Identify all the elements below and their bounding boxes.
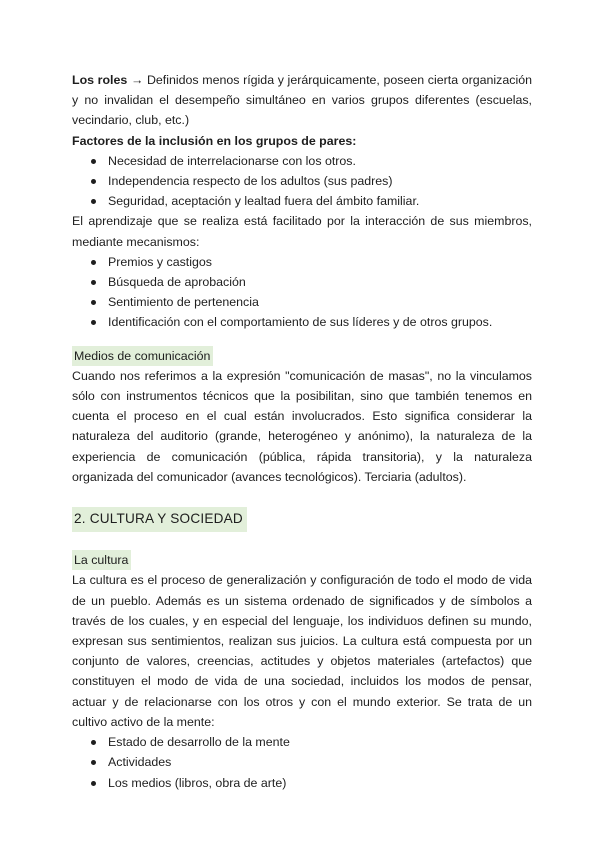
roles-text: Definidos menos rígida y jerárquicamente, poseen cierta organización y no invalidan el desempeño simultáneo en varios grupos diferentes (escuelas, vecindario, club, etc.) <box>72 73 532 128</box>
list-item: Actividades <box>72 752 532 772</box>
factores-heading: Factores de la inclusión en los grupos de pares: <box>72 133 357 148</box>
list-item: Independencia respecto de los adultos (sus padres) <box>72 171 532 191</box>
medios-heading: Medios de comunicación <box>72 346 213 366</box>
list-item: Premios y castigos <box>72 252 532 272</box>
roles-paragraph <box>72 70 532 131</box>
factores-list <box>72 151 532 212</box>
list-item: Sentimiento de pertenencia <box>72 292 532 312</box>
list-item: Búsqueda de aprobación <box>72 272 532 292</box>
list-item: Necesidad de interrelacionarse con los otros. <box>72 151 532 171</box>
arrow-symbol: → <box>130 73 144 87</box>
medios-paragraph: Cuando nos referimos a la expresión "comunicación de masas", no la vinculamos sólo con instrumentos técnicos que la posibilitan, sino que también tenemos en cuenta el proceso en el cual están involucrados. Esto significa considerar la naturaleza del auditorio (grande, heterogéneo y anónimo), la naturaleza de la experiencia de comunicación (pública, rápida transitoria), y la naturaleza organizada del comunicador (avances tecnológicos). Terciaria (adultos). <box>72 368 532 484</box>
list-item: Estado de desarrollo de la mente <box>72 732 532 752</box>
cultura-heading-line <box>72 550 532 570</box>
list-item: Los medios (libros, obra de arte) <box>72 773 532 793</box>
list-item: Identificación con el comportamiento de sus líderes y de otros grupos. <box>72 312 532 332</box>
section-2-heading: 2. CULTURA Y SOCIEDAD <box>72 507 247 532</box>
document-page <box>72 70 532 793</box>
cultura-paragraph: La cultura es el proceso de generalización y configuración de todo el modo de vida de un pueblo. Además es un sistema ordenado de significados y de símbolos a través de los cuales, y en especial del lenguaje, los individuos definen su mundo, expresan sus sentimientos, realizan sus juicios. La cultura está compuesta por un conjunto de valores, creencias, actitudes y objetos materiales (artefactos) que constituyen el modo de vida de una sociedad, incluidos los modos de pensar, actuar y de relacionarse con los otros y con el mundo exterior. Se trata de un cultivo activo de la mente: <box>72 573 532 729</box>
medios-heading-line <box>72 346 532 366</box>
cultura-heading: La cultura <box>72 550 131 570</box>
cultura-list <box>72 732 532 793</box>
roles-label: Los roles <box>72 73 128 87</box>
section-2-heading-line <box>72 507 532 532</box>
aprendizaje-paragraph: El aprendizaje que se realiza está facilitado por la interacción de sus miembros, mediante mecanismos: <box>72 214 532 249</box>
list-item: Seguridad, aceptación y lealtad fuera del ámbito familiar. <box>72 191 532 211</box>
aprendizaje-list <box>72 252 532 333</box>
